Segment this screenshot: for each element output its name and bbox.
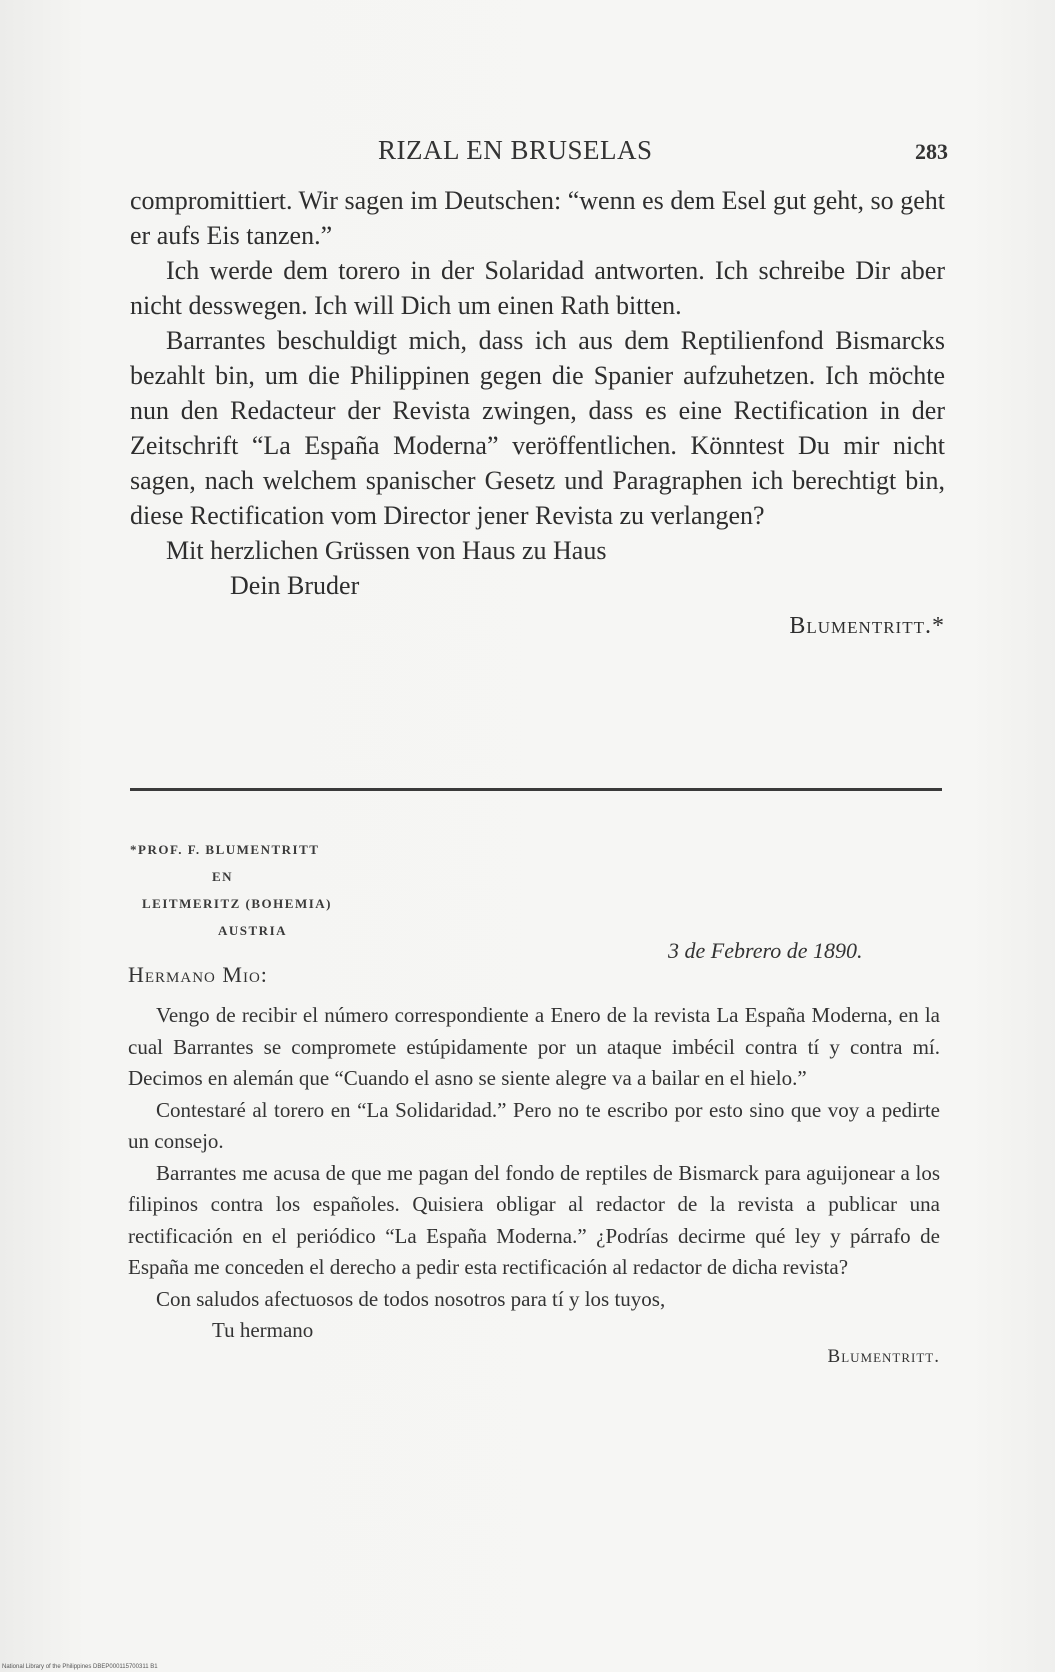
running-title: RIZAL EN BRUSELAS (378, 135, 653, 165)
spanish-paragraph-1: Vengo de recibir el número correspondiente a Enero de la revista La España Moderna, en la cual Barrantes se compromete estúpidamente por un ataque imbécil contra tí y contra mí. Decimos en alemán que “Cuando el asno se siente alegre va a bailar en el hielo.” (128, 1003, 940, 1090)
german-closing-bruder: Dein Bruder (230, 571, 360, 600)
address-line-2: EN (212, 869, 234, 884)
german-paragraph-3: Barrantes beschuldigt mich, dass ich aus dem Reptilienfond Bismarcks bezahlt bin, um die Philippinen gegen die Spanier aufzuhetzen. Ich möchte nun den Redacteur der Revista zwingen, dass es eine Rectification in der Zeitschrift “La España Moderna” veröffentlichen. Könntest Du mir nicht sagen, nach welchem spanischer Gesetz und Paragraphen ich berechtigt bin, diese Rectification vom Director jener Revista zu verlangen? (130, 326, 945, 530)
german-paragraph-1: compromittiert. Wir sagen im Deutschen: “wenn es dem Esel gut geht, so geht er aufs Eis tanzen.” (130, 186, 945, 250)
spanish-signature: Blumentritt. (827, 1345, 940, 1367)
spanish-closing: Con saludos afectuosos de todos nosotros para tí y los tuyos, (156, 1286, 666, 1311)
source-footer: National Library of the Philippines DBEP000115700311 B1 (2, 1664, 158, 1670)
salutation: Hermano Mio: (128, 962, 268, 987)
address-line-3: LEITMERITZ (BOHEMIA) (142, 896, 332, 911)
spanish-paragraph-2: Contestaré al torero en “La Solidaridad.” Pero no te escribo por esto sino que voy a pedirte un consejo. (128, 1097, 940, 1153)
address-line-4: AUSTRIA (218, 923, 288, 938)
german-paragraph-2: Ich werde dem torero in der Solaridad antworten. Ich schreibe Dir aber nicht desswegen. Ich will Dich um einen Rath bitten. (130, 256, 945, 320)
spanish-closing-hermano: Tu hermano (212, 1318, 314, 1342)
page-header (128, 135, 948, 175)
footnote-divider (130, 788, 942, 791)
letter-date: 3 de Febrero de 1890. (668, 938, 863, 963)
page-number: 283 (915, 139, 948, 164)
spanish-paragraph-3: Barrantes me acusa de que me pagan del fondo de reptiles de Bismarck para aguijonear a los filipinos contra los españoles. Quisiera obligar al redactor de la revista a publicar una rectificación en el periódico “La España Moderna.” ¿Podrías decirme qué ley y párrafo de España me conceden el derecho a pedir esta rectificación al redactor de dicha revista? (128, 1160, 940, 1279)
german-letter (130, 183, 945, 644)
footnote-address (130, 836, 332, 944)
spanish-translation (128, 1000, 940, 1372)
german-signature: Blumentritt.* (789, 613, 945, 639)
german-closing: Mit herzlichen Grüssen von Haus zu Haus (166, 536, 607, 565)
address-line-1: *PROF. F. BLUMENTRITT (130, 842, 320, 857)
